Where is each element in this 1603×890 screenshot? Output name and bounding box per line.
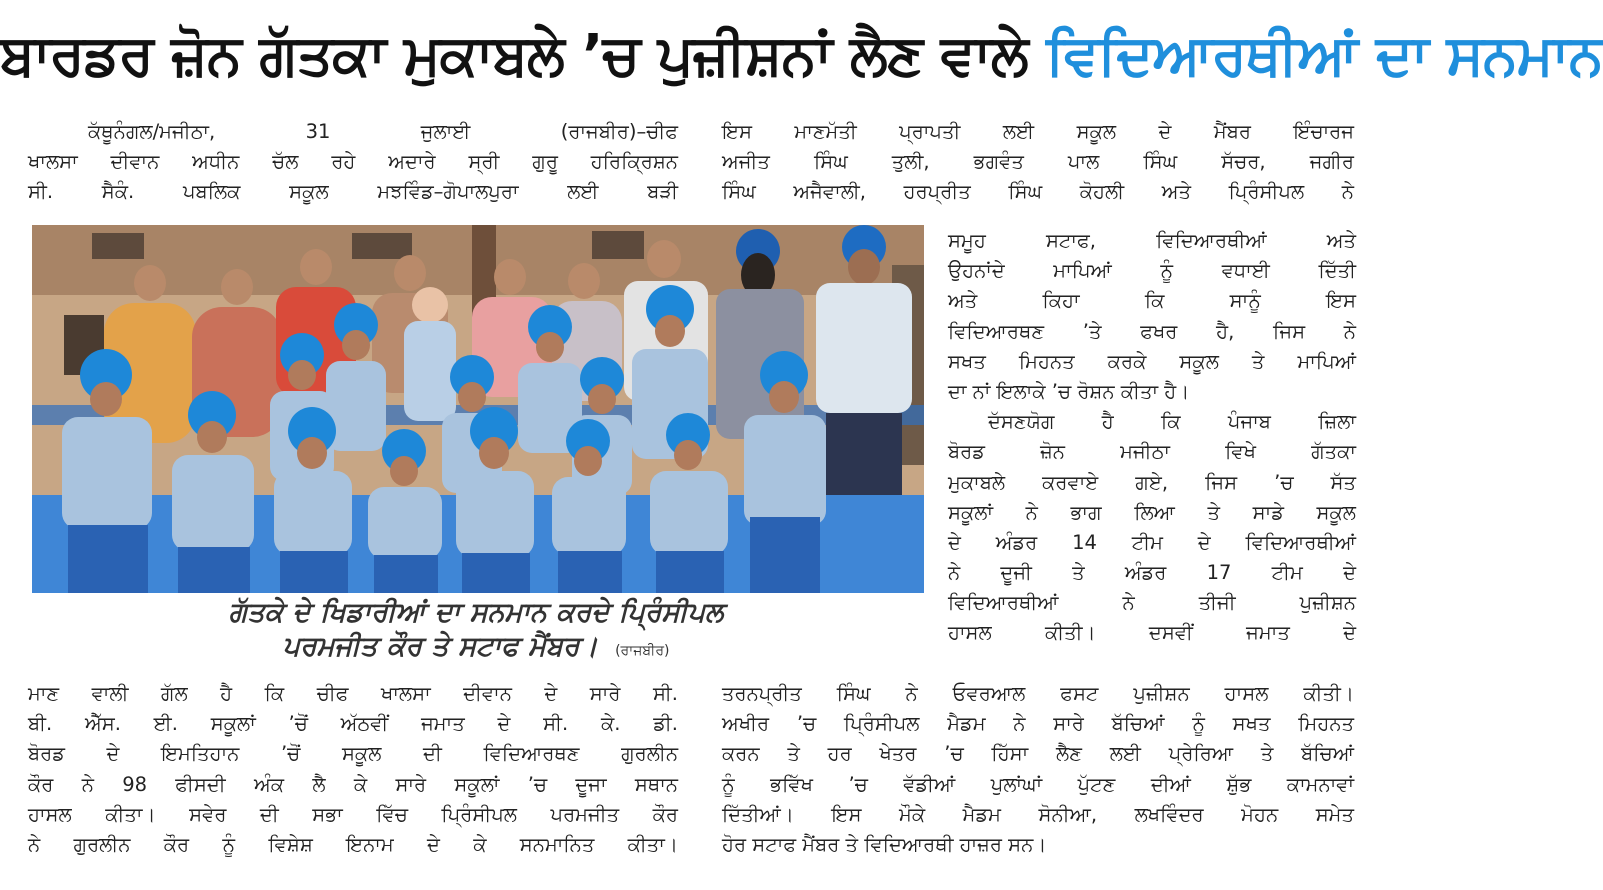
- text-line: ਹੋਰ ਸਟਾਫ ਮੈਂਬਰ ਤੇ ਵਿਦਿਆਰਥੀ ਹਾਜ਼ਰ ਸਨ।: [722, 832, 1047, 856]
- text-line: ਦਾ ਨਾਂ ਇਲਾਕੇ ’ਚ ਰੋਸ਼ਨ ਕੀਤਾ ਹੈ।: [948, 379, 1190, 403]
- article-right-mid: [948, 226, 1356, 649]
- caption-line-2-text: ਪਰਮਜੀਤ ਕੌਰ ਤੇ ਸਟਾਫ ਮੈਂਬਰ।: [282, 631, 598, 662]
- text-line: ਇਸ ਮਾਣਮੱਤੀ ਪ੍ਰਾਪਤੀ ਲਈ ਸਕੂਲ ਦੇ ਮੈਂਬਰ ਇੰਚਾਰਜ: [722, 120, 1354, 143]
- text-line: ਨੇ ਗੁਰਲੀਨ ਕੌਰ ਨੂੰ ਵਿਸ਼ੇਸ਼ ਇਨਾਮ ਦੇ ਕੇ ਸਨਮਾਨਿਤ ਕੀਤਾ।: [28, 832, 678, 856]
- text-line: ਬੋਰਡ ਦੇ ਇਮਤਿਹਾਨ ’ਚੋਂ ਸਕੂਲ ਦੀ ਵਿਦਿਆਰਥਣ ਗੁਰਲੀਨ: [28, 742, 678, 766]
- headline-part-black: ਬਾਰਡਰ ਜ਼ੋਨ ਗੱਤਕਾ ਮੁਕਾਬਲੇ ’ਚ ਪੁਜ਼ੀਸ਼ਨਾਂ ਲੈਣ ਵਾਲੇ: [0, 23, 1028, 88]
- headline: [0, 18, 1603, 94]
- article-right-top: [722, 117, 1354, 208]
- text-line: ਅਖੀਰ ’ਚ ਪ੍ਰਿੰਸੀਪਲ ਮੈਡਮ ਨੇ ਸਾਰੇ ਬੱਚਿਆਂ ਨੂੰ ਸਖਤ ਮਿਹਨਤ: [722, 712, 1354, 736]
- text-line: ਬੋਰਡ ਜ਼ੋਨ ਮਜੀਠਾ ਵਿਖੇ ਗੱਤਕਾ: [948, 440, 1356, 464]
- text-line: ਬੀ. ਐੱਸ. ਈ. ਸਕੂਲਾਂ ’ਚੋਂ ਅੱਠਵੀਂ ਜਮਾਤ ਦੇ ਸੀ. ਕੇ. ਡੀ.: [28, 712, 678, 736]
- text-line: ਸਮੂਹ ਸਟਾਫ, ਵਿਦਿਆਰਥੀਆਂ ਅਤੇ: [948, 229, 1356, 252]
- text-line: ਅਤੇ ਕਿਹਾ ਕਿ ਸਾਨੂੰ ਇਸ: [948, 289, 1356, 313]
- photo-caption: [36, 596, 916, 668]
- photo-window: [352, 233, 412, 259]
- text-line: ਵਿਦਿਆਰਥੀਆਂ ਨੇ ਤੀਜੀ ਪੁਜ਼ੀਸ਼ਨ: [948, 591, 1356, 615]
- text-line: ਸਖਤ ਮਿਹਨਤ ਕਰਕੇ ਸਕੂਲ ਤੇ ਮਾਪਿਆਂ: [948, 349, 1356, 373]
- photo-window: [92, 233, 144, 259]
- team-photo-illustration: [32, 225, 924, 593]
- headline-part-blue: ਵਿਦਿਆਰਥੀਆਂ ਦਾ ਸਨਮਾਨ: [1046, 23, 1603, 88]
- text-line: ਅਜੀਤ ਸਿੰਘ ਤੁਲੀ, ਭਗਵੰਤ ਪਾਲ ਸਿੰਘ ਸੱਚਰ, ਜਗੀਰ: [722, 150, 1354, 174]
- team-photo: [32, 225, 924, 593]
- text-line: ਦੱਸਣਯੋਗ ਹੈ ਕਿ ਪੰਜਾਬ ਜ਼ਿਲਾ: [988, 410, 1356, 434]
- text-line: ਹਾਸਲ ਕੀਤਾ। ਸਵੇਰ ਦੀ ਸਭਾ ਵਿੱਚ ਪ੍ਰਿੰਸੀਪਲ ਪਰਮਜੀਤ ਕੌਰ: [28, 802, 678, 826]
- text-line: ਕਰਨ ਤੇ ਹਰ ਖੇਤਰ ’ਚ ਹਿੱਸਾ ਲੈਣ ਲਈ ਪ੍ਰੇਰਿਆ ਤੇ ਬੱਚਿਆਂ: [722, 742, 1354, 766]
- text-line: ਤਰਨਪ੍ਰੀਤ ਸਿੰਘ ਨੇ ਓਵਰਆਲ ਫਸਟ ਪੁਜ਼ੀਸ਼ਨ ਹਾਸਲ ਕੀਤੀ।: [722, 682, 1354, 705]
- text-line: ਦਿੱਤੀਆਂ। ਇਸ ਮੌਕੇ ਮੈਡਮ ਸੋਨੀਆ, ਲਖਵਿੰਦਰ ਮੋਹਨ ਸਮੇਤ: [722, 802, 1354, 826]
- text-line: ਕੱਥੂਨੰਗਲ/ਮਜੀਠਾ, 31 ਜੁਲਾਈ (ਰਾਜਬੀਰ)–ਚੀਫ: [88, 120, 678, 143]
- text-line: ਕੌਰ ਨੇ 98 ਫੀਸਦੀ ਅੰਕ ਲੈ ਕੇ ਸਾਰੇ ਸਕੂਲਾਂ ’ਚ ਦੂਜਾ ਸਥਾਨ: [28, 772, 678, 796]
- text-line: ਸਿੰਘ ਅਜੈਵਾਲੀ, ਹਰਪ੍ਰੀਤ ਸਿੰਘ ਕੋਹਲੀ ਅਤੇ ਪ੍ਰਿੰਸੀਪਲ ਨੇ: [722, 180, 1354, 204]
- photo-credit: (ਰਾਜਬੀਰ): [615, 643, 670, 659]
- text-line: ਮਾਣ ਵਾਲੀ ਗੱਲ ਹੈ ਕਿ ਚੀਫ ਖਾਲਸਾ ਦੀਵਾਨ ਦੇ ਸਾਰੇ ਸੀ.: [28, 682, 678, 705]
- caption-line-1: ਗੱਤਕੇ ਦੇ ਖਿਡਾਰੀਆਂ ਦਾ ਸਨਮਾਨ ਕਰਦੇ ਪ੍ਰਿੰਸੀਪਲ: [228, 597, 724, 628]
- text-line: ਸਕੂਲਾਂ ਨੇ ਭਾਗ ਲਿਆ ਤੇ ਸਾਡੇ ਸਕੂਲ: [948, 500, 1356, 524]
- text-line: ਹਾਸਲ ਕੀਤੀ। ਦਸਵੀਂ ਜਮਾਤ ਦੇ: [948, 621, 1356, 645]
- text-line: ਦੇ ਅੰਡਰ 14 ਟੀਮ ਦੇ ਵਿਦਿਆਰਥੀਆਂ: [948, 530, 1356, 554]
- text-line: ਉਹਨਾਂਦੇ ਮਾਪਿਆਂ ਨੂੰ ਵਧਾਈ ਦਿੱਤੀ: [948, 259, 1356, 283]
- text-line: ਨੂੰ ਭਵਿੱਖ ’ਚ ਵੱਡੀਆਂ ਪੁਲਾਂਘਾਂ ਪੁੱਟਣ ਦੀਆਂ ਸ਼ੁੱਭ ਕਾਮਨਾਵਾਂ: [722, 772, 1354, 796]
- photo-window: [592, 231, 644, 259]
- caption-line-2: [36, 630, 916, 668]
- text-line: ਖਾਲਸਾ ਦੀਵਾਨ ਅਧੀਨ ਚੱਲ ਰਹੇ ਅਦਾਰੇ ਸ੍ਰੀ ਗੁਰੂ ਹਰਿਕ੍ਰਿਸ਼ਨ: [28, 150, 678, 174]
- text-line: ਨੇ ਦੂਜੀ ਤੇ ਅੰਡਰ 17 ਟੀਮ ਦੇ: [948, 561, 1356, 585]
- text-line: ਮੁਕਾਬਲੇ ਕਰਵਾਏ ਗਏ, ਜਿਸ ’ਚ ਸੱਤ: [948, 470, 1356, 494]
- article-right-bottom: [722, 679, 1354, 860]
- article-left-bottom: [28, 679, 678, 860]
- text-line: ਸੀ. ਸੈਕੰ. ਪਬਲਿਕ ਸਕੂਲ ਮਝਵਿੰਡ–ਗੋਪਾਲਪੁਰਾ ਲਈ ਬੜੀ: [28, 180, 678, 204]
- article-left-top: [28, 117, 678, 208]
- text-line: ਵਿਦਿਆਰਥਣ ’ਤੇ ਫਖਰ ਹੈ, ਜਿਸ ਨੇ: [948, 319, 1356, 343]
